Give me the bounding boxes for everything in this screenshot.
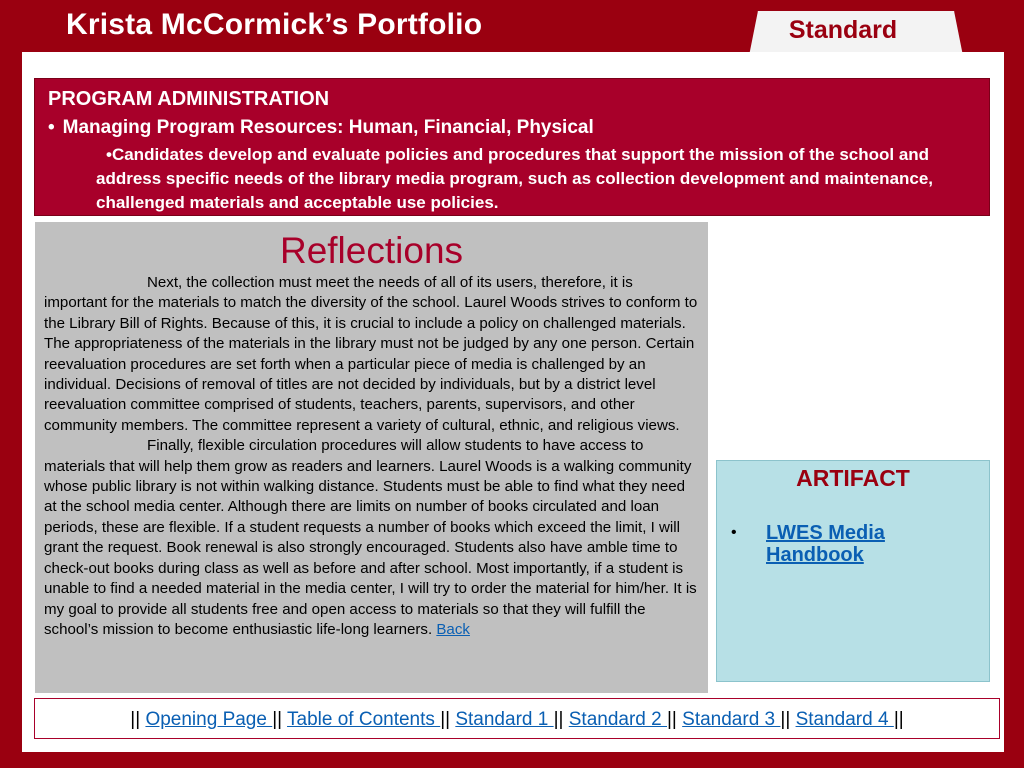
artifact-heading: ARTIFACT bbox=[796, 465, 910, 491]
resources-subheading bbox=[48, 117, 594, 139]
program-administration-panel bbox=[34, 78, 990, 216]
reflections-panel bbox=[35, 222, 708, 693]
bullet-icon: • bbox=[48, 117, 55, 138]
resources-subheading-text: Managing Program Resources: Human, Financial, Physical bbox=[62, 117, 594, 138]
nav-link-table-of-contents[interactable]: Table of Contents bbox=[287, 709, 441, 730]
nav-link-standard-2[interactable]: Standard 2 bbox=[568, 709, 667, 730]
reflection-paragraph-1: Next, the collection must meet the needs of all of its users, therefore, it is important for the materials to match the diversity of the school. Laurel Woods strives to conform to the Library Bill of Rights. Because of this, it is crucial to include a policy on challenged materials. The appropriateness of the materials in the library must not be judged by any one person. Certain reevaluation procedures are set forth when a particular piece of media is challenged by an individual. Decisions of removal of titles are not decided by individuals, but by a district level reevaluation committee comprised of students, teachers, parents, supervisors, and other community members. The committee represent a variety of cultural, ethnic, and religious views. bbox=[44, 274, 698, 434]
standard-tab-label: Standard bbox=[788, 16, 898, 44]
portfolio-title: Krista McCormick’s Portfolio bbox=[66, 8, 483, 41]
program-administration-heading: PROGRAM ADMINISTRATION bbox=[48, 88, 330, 110]
bullet-icon: • bbox=[731, 524, 737, 541]
nav-link-standard-3[interactable]: Standard 3 bbox=[682, 709, 781, 730]
reflection-paragraph-2-text: Finally, flexible circulation procedures will allow students to have access to materials that will help them grow as readers and learners. Laurel Woods is a walking community whose public library is not within walking distance. Students must be able to find what they need at the school media center. Although there are limits on number of books circulated and loan periods, these are flexible. If a student requests a number of books which exceed the limit, I will grant the request. Book renewal is also strongly encouraged. Students also have amble time to check-out books during class as well as before and after school. Most importantly, if a student is unable to find a needed material in the media center, I will try to order the material for him/her. It is my goal to provide all students free and open access to materials so that they will fulfill the school’s mission to become enthusiastic life-long learners. bbox=[44, 437, 697, 638]
media-handbook-link[interactable]: LWES Media Handbook bbox=[766, 522, 885, 566]
bottom-navigation bbox=[34, 698, 1000, 739]
standard-description: •Candidates develop and evaluate policies and procedures that support the mission of the school and address specific needs of the library media program, such as collection development and maintenance, challenged materials and acceptable use policies. bbox=[96, 145, 934, 212]
nav-link-standard-4[interactable]: Standard 4 bbox=[795, 709, 894, 730]
nav-separator: || bbox=[553, 709, 564, 730]
reflections-title: Reflections bbox=[279, 230, 464, 271]
nav-separator: || bbox=[272, 709, 283, 730]
nav-link-standard-1[interactable]: Standard 1 bbox=[455, 709, 554, 730]
nav-separator: || bbox=[667, 709, 677, 730]
nav-link-opening-page[interactable]: Opening Page bbox=[145, 709, 273, 730]
nav-separator: || bbox=[440, 709, 451, 730]
nav-separator: || bbox=[893, 709, 904, 730]
reflection-paragraph-2 bbox=[44, 436, 699, 640]
nav-separator: || bbox=[130, 709, 141, 730]
back-link[interactable]: Back bbox=[436, 620, 470, 638]
nav-separator: || bbox=[780, 709, 791, 730]
artifact-panel bbox=[716, 460, 990, 682]
